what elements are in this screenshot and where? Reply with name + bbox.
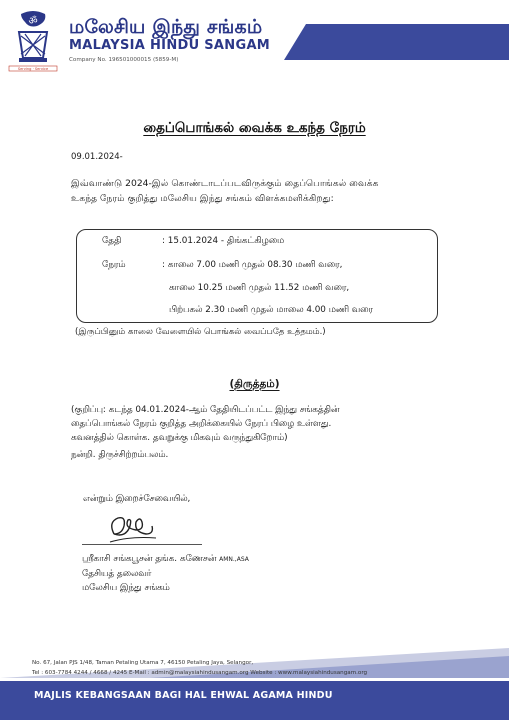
svg-text:ॐ: ॐ (28, 16, 38, 27)
correction-heading: (திருத்தம்) (229, 378, 280, 390)
letter-date: 09.01.2024- (71, 152, 123, 162)
date-label: தேதி (102, 236, 122, 246)
intro-line: உகந்த நேரம் குறித்து மலேசிய இந்து சங்கம் விளக்கமளிக்கிறது: (71, 193, 334, 204)
footer-banner-text: MAJLIS KEBANGSAAN BAGI HAL EHWAL AGAMA HINDU (34, 690, 333, 701)
correction-line: கவனத்தில் கொள்க. தவறுக்கு மிகவும் வருந்துகிறோம்) (71, 433, 288, 443)
time-slot: பிற்பகல் 2.30 மணி முதல் மாலை 4.00 மணி வரை (169, 305, 373, 315)
signature-line (82, 544, 202, 545)
thanks-line: நன்றி. திருச்சிற்றம்பலம். (71, 450, 169, 460)
org-name-english: MALAYSIA HINDU SANGAM (69, 38, 271, 53)
sangam-logo-icon (7, 10, 59, 72)
time-label: நேரம் (102, 260, 126, 270)
schedule-box (76, 229, 438, 323)
org-name-tamil: மலேசிய இந்து சங்கம் (69, 16, 263, 38)
signer-org: மலேசிய இந்து சங்கம் (82, 583, 170, 593)
header-decorative-band (284, 24, 509, 60)
signer-suffix: AMN.,ASA (219, 556, 249, 563)
company-number: Company No. 196501000015 (5859-M) (69, 57, 179, 63)
letter-title: தைப்பொங்கல் வைக்க உகந்த நேரம் (143, 120, 366, 136)
signer-block (82, 552, 249, 595)
closing-line: என்றும் இறைச்சேவையில், (83, 494, 191, 504)
date-value: : 15.01.2024 - திங்கட்கிழமை (162, 236, 285, 246)
time-slot: : காலை 7.00 மணி முதல் 08.30 மணி வரை, (162, 260, 343, 270)
schedule-note: (இருப்பினும் காலை வேளையில் பொங்கல் வைப்பதே உத்தமம்.) (75, 327, 326, 337)
intro-paragraph (71, 176, 431, 206)
correction-paragraph (71, 403, 439, 445)
intro-line: இவ்வாண்டு 2024-இல் கொண்டாடப்படவிருக்கும் தைப்பொங்கல் வைக்க (71, 178, 379, 189)
signer-name-row (82, 552, 249, 567)
time-slot: காலை 10.25 மணி முதல் 11.52 மணி வரை, (169, 283, 350, 293)
footer-address: No. 67, Jalan PJS 1/48, Taman Petaling Utama 7, 46150 Petaling Jaya, Selangor, (32, 660, 254, 666)
svg-text:Serving · Service: Serving · Service (17, 67, 49, 71)
correction-line: தைப்பொங்கல் நேரம் குறித்த அறிக்கையில் நேரப் பிழை உள்ளது. (71, 419, 332, 429)
signer-title: தேசியத் தலைவர் (82, 569, 152, 579)
footer-contact: Tel : 603-7784 4244 / 4668 / 4245 E-Mail : admin@malaysiahindusangam.org Website : www.malaysiahindusangam.org (32, 670, 368, 676)
correction-line: (குறிப்பு: கடந்த 04.01.2024-ஆம் தேதியிடப்பட்ட இந்து சங்கத்தின் (71, 405, 340, 415)
signer-name: ஸ்ரீகாசி சங்கபூசன் தங்க. கணேசன் (82, 554, 217, 564)
